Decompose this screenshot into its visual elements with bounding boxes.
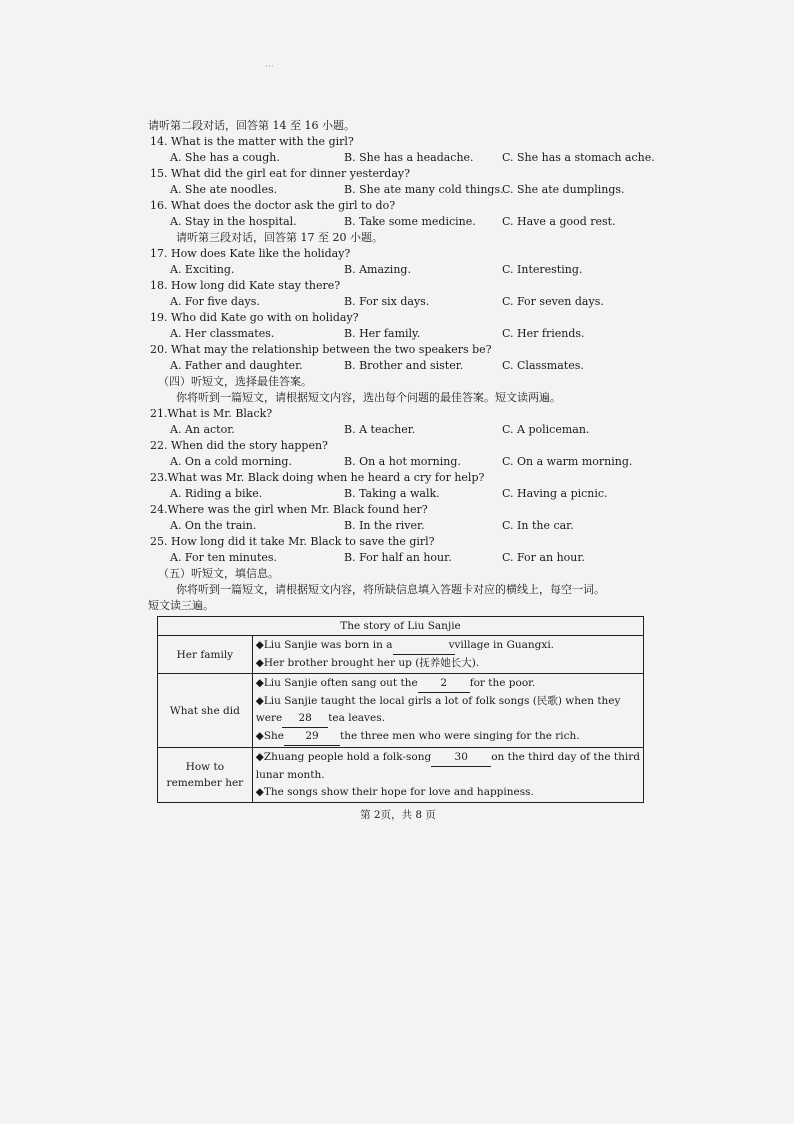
question-group-b [148, 246, 648, 374]
part5-instruction-cont: 短文读三遍。 [148, 599, 214, 612]
option-c[interactable]: C. Have a good rest. [502, 215, 616, 228]
row-text: ◆Zhuang people hold a folk-song [255, 751, 432, 763]
part4-instruction: 你将听到一篇短文，请根据短文内容，选出每个问题的最佳答案。短文读两遍。 [176, 391, 561, 404]
answer-blank-28[interactable]: 28 [282, 710, 328, 728]
question-text: 16. What does the doctor ask the girl to do? [150, 199, 396, 212]
answer-blank-29[interactable]: 29 [284, 728, 340, 746]
option-b[interactable]: B. Take some medicine. [344, 215, 476, 228]
row-head-what-she-did: What she did [158, 674, 253, 748]
row-text: ◆Liu Sanjie taught the local girls a lot of folk songs (民歌) when they [255, 695, 621, 707]
question-group-c [148, 406, 648, 566]
row-head-family: Her family [158, 636, 253, 674]
options-row [148, 214, 648, 230]
row-text: the three men who were singing for the rich. [340, 730, 580, 742]
question-text: 19. Who did Kate go with on holiday? [150, 311, 359, 324]
option-b[interactable]: B. On a hot morning. [344, 455, 461, 468]
option-a[interactable]: A. Exciting. [170, 263, 235, 276]
option-a[interactable]: A. For ten minutes. [170, 551, 278, 564]
table-title: The story of Liu Sanjie [158, 617, 644, 636]
question-text: 22. When did the story happen? [150, 439, 328, 452]
question-text: 23.What was Mr. Black doing when he heard a cry for help? [150, 471, 485, 484]
question-text: 17. How does Kate like the holiday? [150, 247, 351, 260]
row-text: ◆She [255, 730, 284, 742]
row-text: ◆Her brother brought her up (抚养她长大). [255, 657, 480, 669]
question-text: 21.What is Mr. Black? [150, 407, 273, 420]
question-text: 14. What is the matter with the girl? [150, 135, 354, 148]
options-row [148, 550, 648, 566]
row-text: tea leaves. [328, 712, 385, 724]
row-body-family [252, 636, 643, 674]
page-footer: 第 2页，共 8 页 [360, 809, 436, 821]
scan-artifact-mark: ··· [265, 62, 274, 72]
row-text: village in Guangxi. [454, 639, 555, 651]
option-c[interactable]: C. For seven days. [502, 295, 604, 308]
table-row [158, 674, 644, 748]
row-text: ◆Liu Sanjie was born in a [255, 639, 393, 651]
row-head-remember: How to remember her [158, 748, 253, 803]
answer-blank-27[interactable]: 2 [418, 675, 470, 693]
options-row [148, 326, 648, 342]
option-c[interactable]: C. Her friends. [502, 327, 585, 340]
option-c[interactable]: C. On a warm morning. [502, 455, 633, 468]
exam-page [148, 118, 655, 823]
option-a[interactable]: A. On a cold morning. [170, 455, 292, 468]
question-text: 25. How long did it take Mr. Black to save the girl? [150, 535, 435, 548]
option-a[interactable]: A. An actor. [170, 423, 235, 436]
option-c[interactable]: C. For an hour. [502, 551, 585, 564]
option-a[interactable]: A. Stay in the hospital. [170, 215, 297, 228]
option-b[interactable]: B. For half an hour. [344, 551, 452, 564]
options-row [148, 358, 648, 374]
table-row [158, 748, 644, 803]
options-row [148, 294, 648, 310]
row-body-remember [252, 748, 643, 803]
option-a[interactable]: A. She ate noodles. [170, 183, 278, 196]
option-b[interactable]: B. For six days. [344, 295, 430, 308]
option-c[interactable]: C. Having a picnic. [502, 487, 608, 500]
option-c[interactable]: C. She has a stomach ache. [502, 151, 655, 164]
question-text: 15. What did the girl eat for dinner yesterday? [150, 167, 410, 180]
question-text: 24.Where was the girl when Mr. Black found her? [150, 503, 428, 516]
answer-blank-30[interactable]: 30 [431, 749, 491, 767]
part5-instruction: 你将听到一篇短文，请根据短文内容，将所缺信息填入答题卡对应的横线上，每空一词。 [176, 583, 605, 596]
option-b[interactable]: B. She ate many cold things. [344, 183, 504, 196]
option-a[interactable]: A. She has a cough. [170, 151, 280, 164]
option-c[interactable]: C. A policeman. [502, 423, 590, 436]
row-body-what-she-did [252, 674, 643, 748]
options-row [148, 454, 648, 470]
row-text: were [255, 712, 283, 724]
table-row [158, 636, 644, 674]
question-text: 18. How long did Kate stay there? [150, 279, 341, 292]
question-text: 20. What may the relationship between the two speakers be? [150, 343, 492, 356]
option-a[interactable]: A. Her classmates. [170, 327, 275, 340]
row-text: ◆The songs show their hope for love and happiness. [255, 786, 534, 798]
option-b[interactable]: B. Brother and sister. [344, 359, 464, 372]
section2-instruction: 请听第二段对话，回答第 14 至 16 小题。 [148, 119, 355, 132]
blank-mark: v [448, 639, 455, 651]
option-b[interactable]: B. She has a headache. [344, 151, 474, 164]
option-a[interactable]: A. On the train. [170, 519, 257, 532]
options-row [148, 150, 655, 166]
option-a[interactable]: A. Father and daughter. [170, 359, 303, 372]
row-text: for the poor. [469, 677, 536, 689]
options-row [148, 262, 648, 278]
part5-title: （五）听短文，填信息。 [158, 567, 279, 580]
row-text: lunar month. [255, 769, 325, 781]
answer-blank-26[interactable] [393, 637, 455, 655]
question-group-a [148, 134, 655, 230]
option-c[interactable]: C. She ate dumplings. [502, 183, 625, 196]
options-row [148, 182, 648, 198]
option-b[interactable]: B. A teacher. [344, 423, 416, 436]
option-c[interactable]: C. In the car. [502, 519, 574, 532]
row-text: on the third day of the third [491, 751, 640, 763]
option-c[interactable]: C. Classmates. [502, 359, 584, 372]
option-b[interactable]: B. In the river. [344, 519, 425, 532]
option-a[interactable]: A. Riding a bike. [170, 487, 263, 500]
options-row [148, 518, 648, 534]
option-c[interactable]: C. Interesting. [502, 263, 583, 276]
story-table [157, 616, 644, 803]
option-b[interactable]: B. Amazing. [344, 263, 411, 276]
options-row [148, 422, 648, 438]
row-text: ◆Liu Sanjie often sang out the [255, 677, 418, 689]
option-b[interactable]: B. Her family. [344, 327, 421, 340]
options-row [148, 486, 648, 502]
section3-instruction: 请听第三段对话，回答第 17 至 20 小题。 [176, 231, 383, 244]
option-b[interactable]: B. Taking a walk. [344, 487, 440, 500]
part4-title: （四）听短文，选择最佳答案。 [158, 375, 312, 388]
option-a[interactable]: A. For five days. [170, 295, 260, 308]
